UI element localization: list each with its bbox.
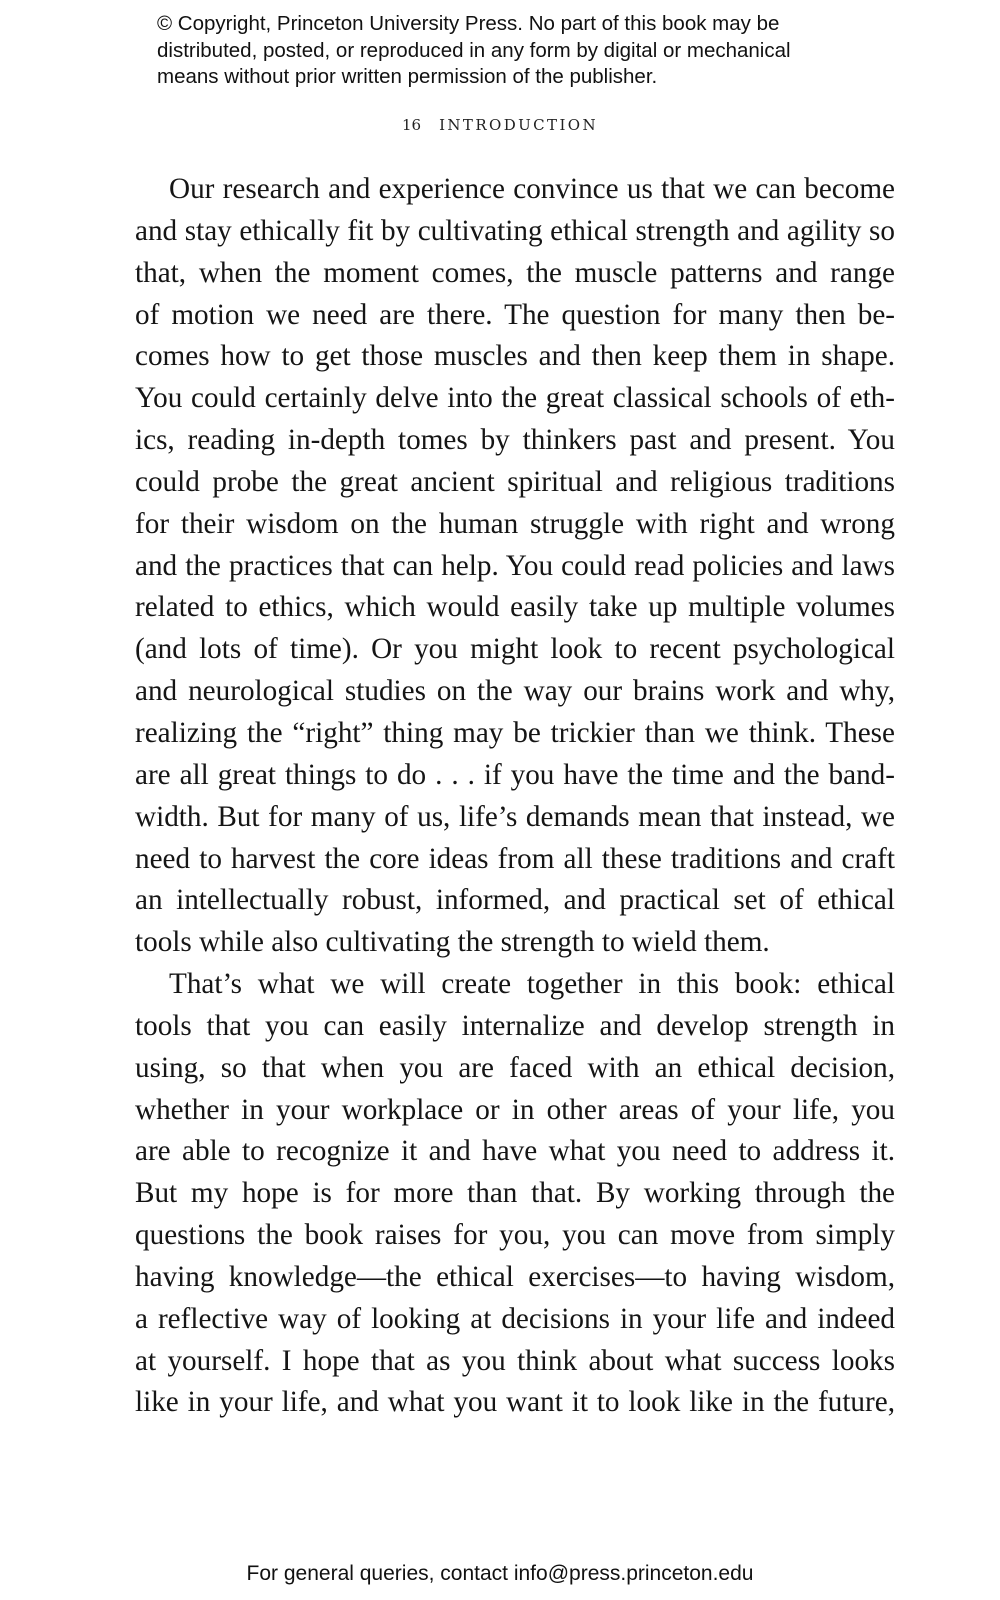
text-line: a reflective way of looking at decisions in your life and indeed [135,1302,895,1335]
text-line: for their wisdom on the human struggle with right and wrong [135,507,895,540]
text-line: and the practices that can help. You could read policies and laws [135,549,895,582]
text-line: whether in your workplace or in other areas of your life, you [135,1093,895,1126]
text-line: tools that you can easily internalize and develop strength in [135,1009,895,1042]
text-line: width. But for many of us, life’s demands mean that instead, we [135,800,895,833]
text-line: an intellectually robust, informed, and practical set of ethical [135,884,895,917]
section-title: INTRODUCTION [439,116,599,134]
text-line: need to harvest the core ideas from all these traditions and craft [135,842,895,875]
page-number: 16 [401,116,422,134]
text-line: are all great things to do . . . if you have the time and the band- [135,758,895,791]
text-line: related to ethics, which would easily take up multiple volumes [135,591,895,624]
text-line: comes how to get those muscles and then keep them in shape. [135,340,895,373]
copyright-line: distributed, posted, or reproduced in any form by digital or mechanical [157,38,791,62]
text-line: and neurological studies on the way our brains work and why, [135,675,895,708]
text-line: But my hope is for more than that. By working through the [135,1177,895,1210]
text-line: having knowledge—the ethical exercises—to having wisdom, [135,1260,895,1293]
text-line: Our research and experience convince us that we can become [169,173,895,205]
copyright-line: © Copyright, Princeton University Press. No part of this book may be [157,12,780,35]
footer-contact: For general queries, contact info@press.princeton.edu [246,1562,754,1585]
text-line: using, so that when you are faced with an ethical decision, [135,1051,895,1084]
paragraph-2 [135,964,895,1424]
text-line: That’s what we will create together in this book: ethical [169,968,895,1001]
text-line: of motion we need are there. The question for many then be- [135,298,895,331]
text-line: You could certainly delve into the great classical schools of eth- [135,382,895,415]
text-line: tools while also cultivating the strength to wield them. [135,926,770,959]
text-line: and stay ethically fit by cultivating ethical strength and agility so [135,214,895,247]
text-line: could probe the great ancient spiritual and religious traditions [135,465,895,498]
running-head [0,116,1000,134]
text-line: questions the book raises for you, you can move from simply [135,1219,895,1252]
text-line: like in your life, and what you want it to look like in the future, [135,1386,895,1419]
text-line: at yourself. I hope that as you think about what success looks [135,1344,895,1377]
copyright-notice [157,11,917,91]
copyright-line: means without prior written permission of the publisher. [157,65,658,88]
text-line: (and lots of time). Or you might look to recent psychological [135,633,895,666]
text-line: ics, reading in-depth tomes by thinkers past and present. You [135,424,895,457]
body-text [135,169,895,1424]
text-line: realizing the “right” thing may be trickier than we think. These [135,716,895,749]
paragraph-1 [135,169,895,964]
text-line: that, when the moment comes, the muscle patterns and range [135,256,895,289]
text-line: are able to recognize it and have what you need to address it. [135,1135,895,1168]
